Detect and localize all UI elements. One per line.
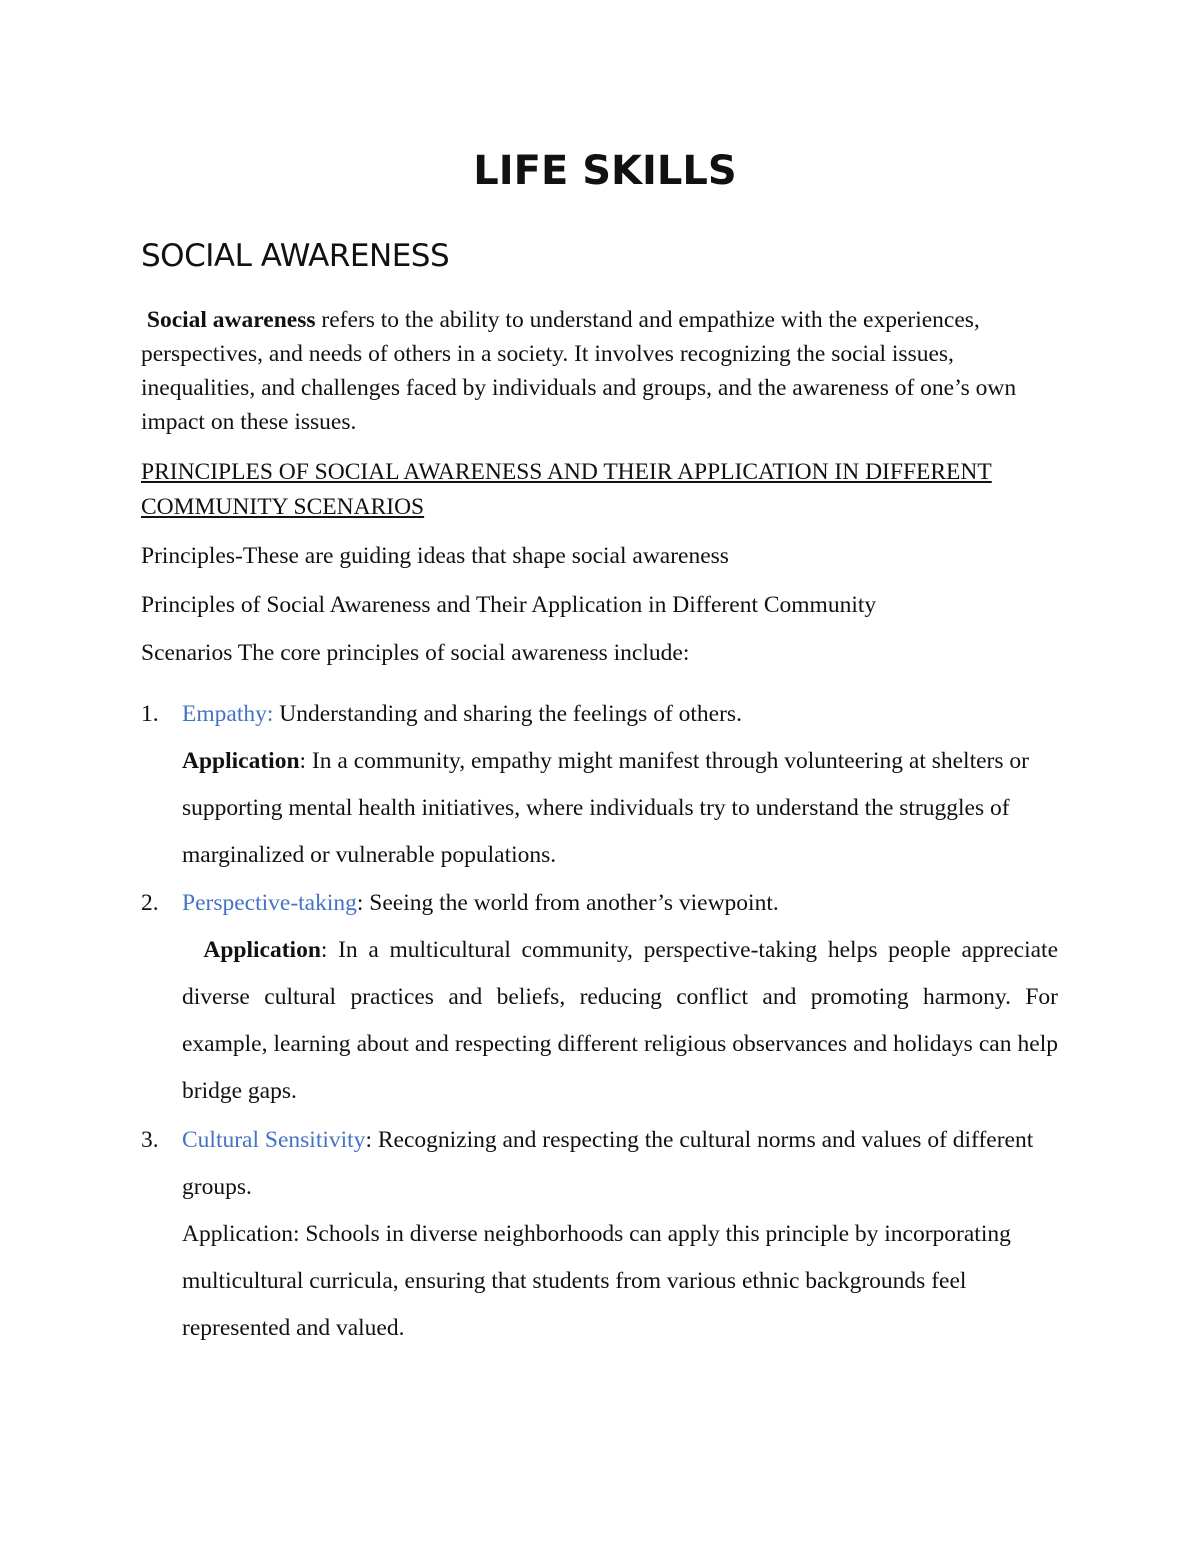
intro-term: Social awareness — [146, 307, 316, 333]
principle-term: Perspective-taking — [182, 890, 357, 916]
application-text: : In a community, empathy might manifest through volunteering at shelters or supporting mental health initiatives, where individuals try to understand the struggles of marginalized or vulnerable populations. — [182, 748, 1029, 868]
principle-definition: Understanding and sharing the feelings of others. — [273, 701, 742, 727]
paragraph: Principles of Social Awareness and Their Application in Different Community — [141, 592, 877, 618]
list-number: 2. — [141, 890, 159, 916]
document-title: LIFE SKILLS — [473, 148, 737, 194]
section-heading: SOCIAL AWARENESS — [141, 238, 450, 274]
list-item-body — [182, 1117, 1058, 1352]
list-item-body — [182, 691, 1058, 879]
paragraph: Principles-These are guiding ideas that shape social awareness — [141, 543, 729, 569]
intro-paragraph — [141, 303, 1061, 439]
application-text: : In a multicultural community, perspective-taking helps people appreciate diverse cultural practices and beliefs, reducing conflict and promoting harmony. For example, learning about and respecting different religious observances and holidays can help bridge gaps. — [182, 937, 1058, 1104]
application-label: Application — [203, 937, 321, 963]
principle-term: Cultural Sensitivity — [182, 1127, 366, 1153]
principle-term: Empathy: — [182, 701, 274, 727]
principles-heading: PRINCIPLES OF SOCIAL AWARENESS AND THEIR APPLICATION IN DIFFERENT COMMUNITY SCENARIOS — [141, 459, 992, 520]
principle-definition: : Seeing the world from another’s viewpoint. — [356, 890, 779, 916]
application-label: Application — [182, 748, 300, 774]
list-item-body — [182, 880, 1058, 1115]
intro-text: refers to the ability to understand and empathize with the experiences, perspectives, and needs of others in a society. It involves recognizing the social issues, inequalities, and challenges faced by individuals and groups, and the awareness of one’s own impact on these issues. — [141, 307, 1017, 435]
list-number: 1. — [141, 701, 159, 727]
application-text: Application: Schools in diverse neighborhoods can apply this principle by incorporating multicultural curricula, ensuring that students from various ethnic backgrounds feel represented and valued. — [182, 1221, 1011, 1341]
list-number: 3. — [141, 1127, 159, 1153]
paragraph: Scenarios The core principles of social awareness include: — [141, 640, 690, 666]
principle-definition: : Recognizing and respecting the cultural norms and values of different groups. — [182, 1127, 1034, 1200]
